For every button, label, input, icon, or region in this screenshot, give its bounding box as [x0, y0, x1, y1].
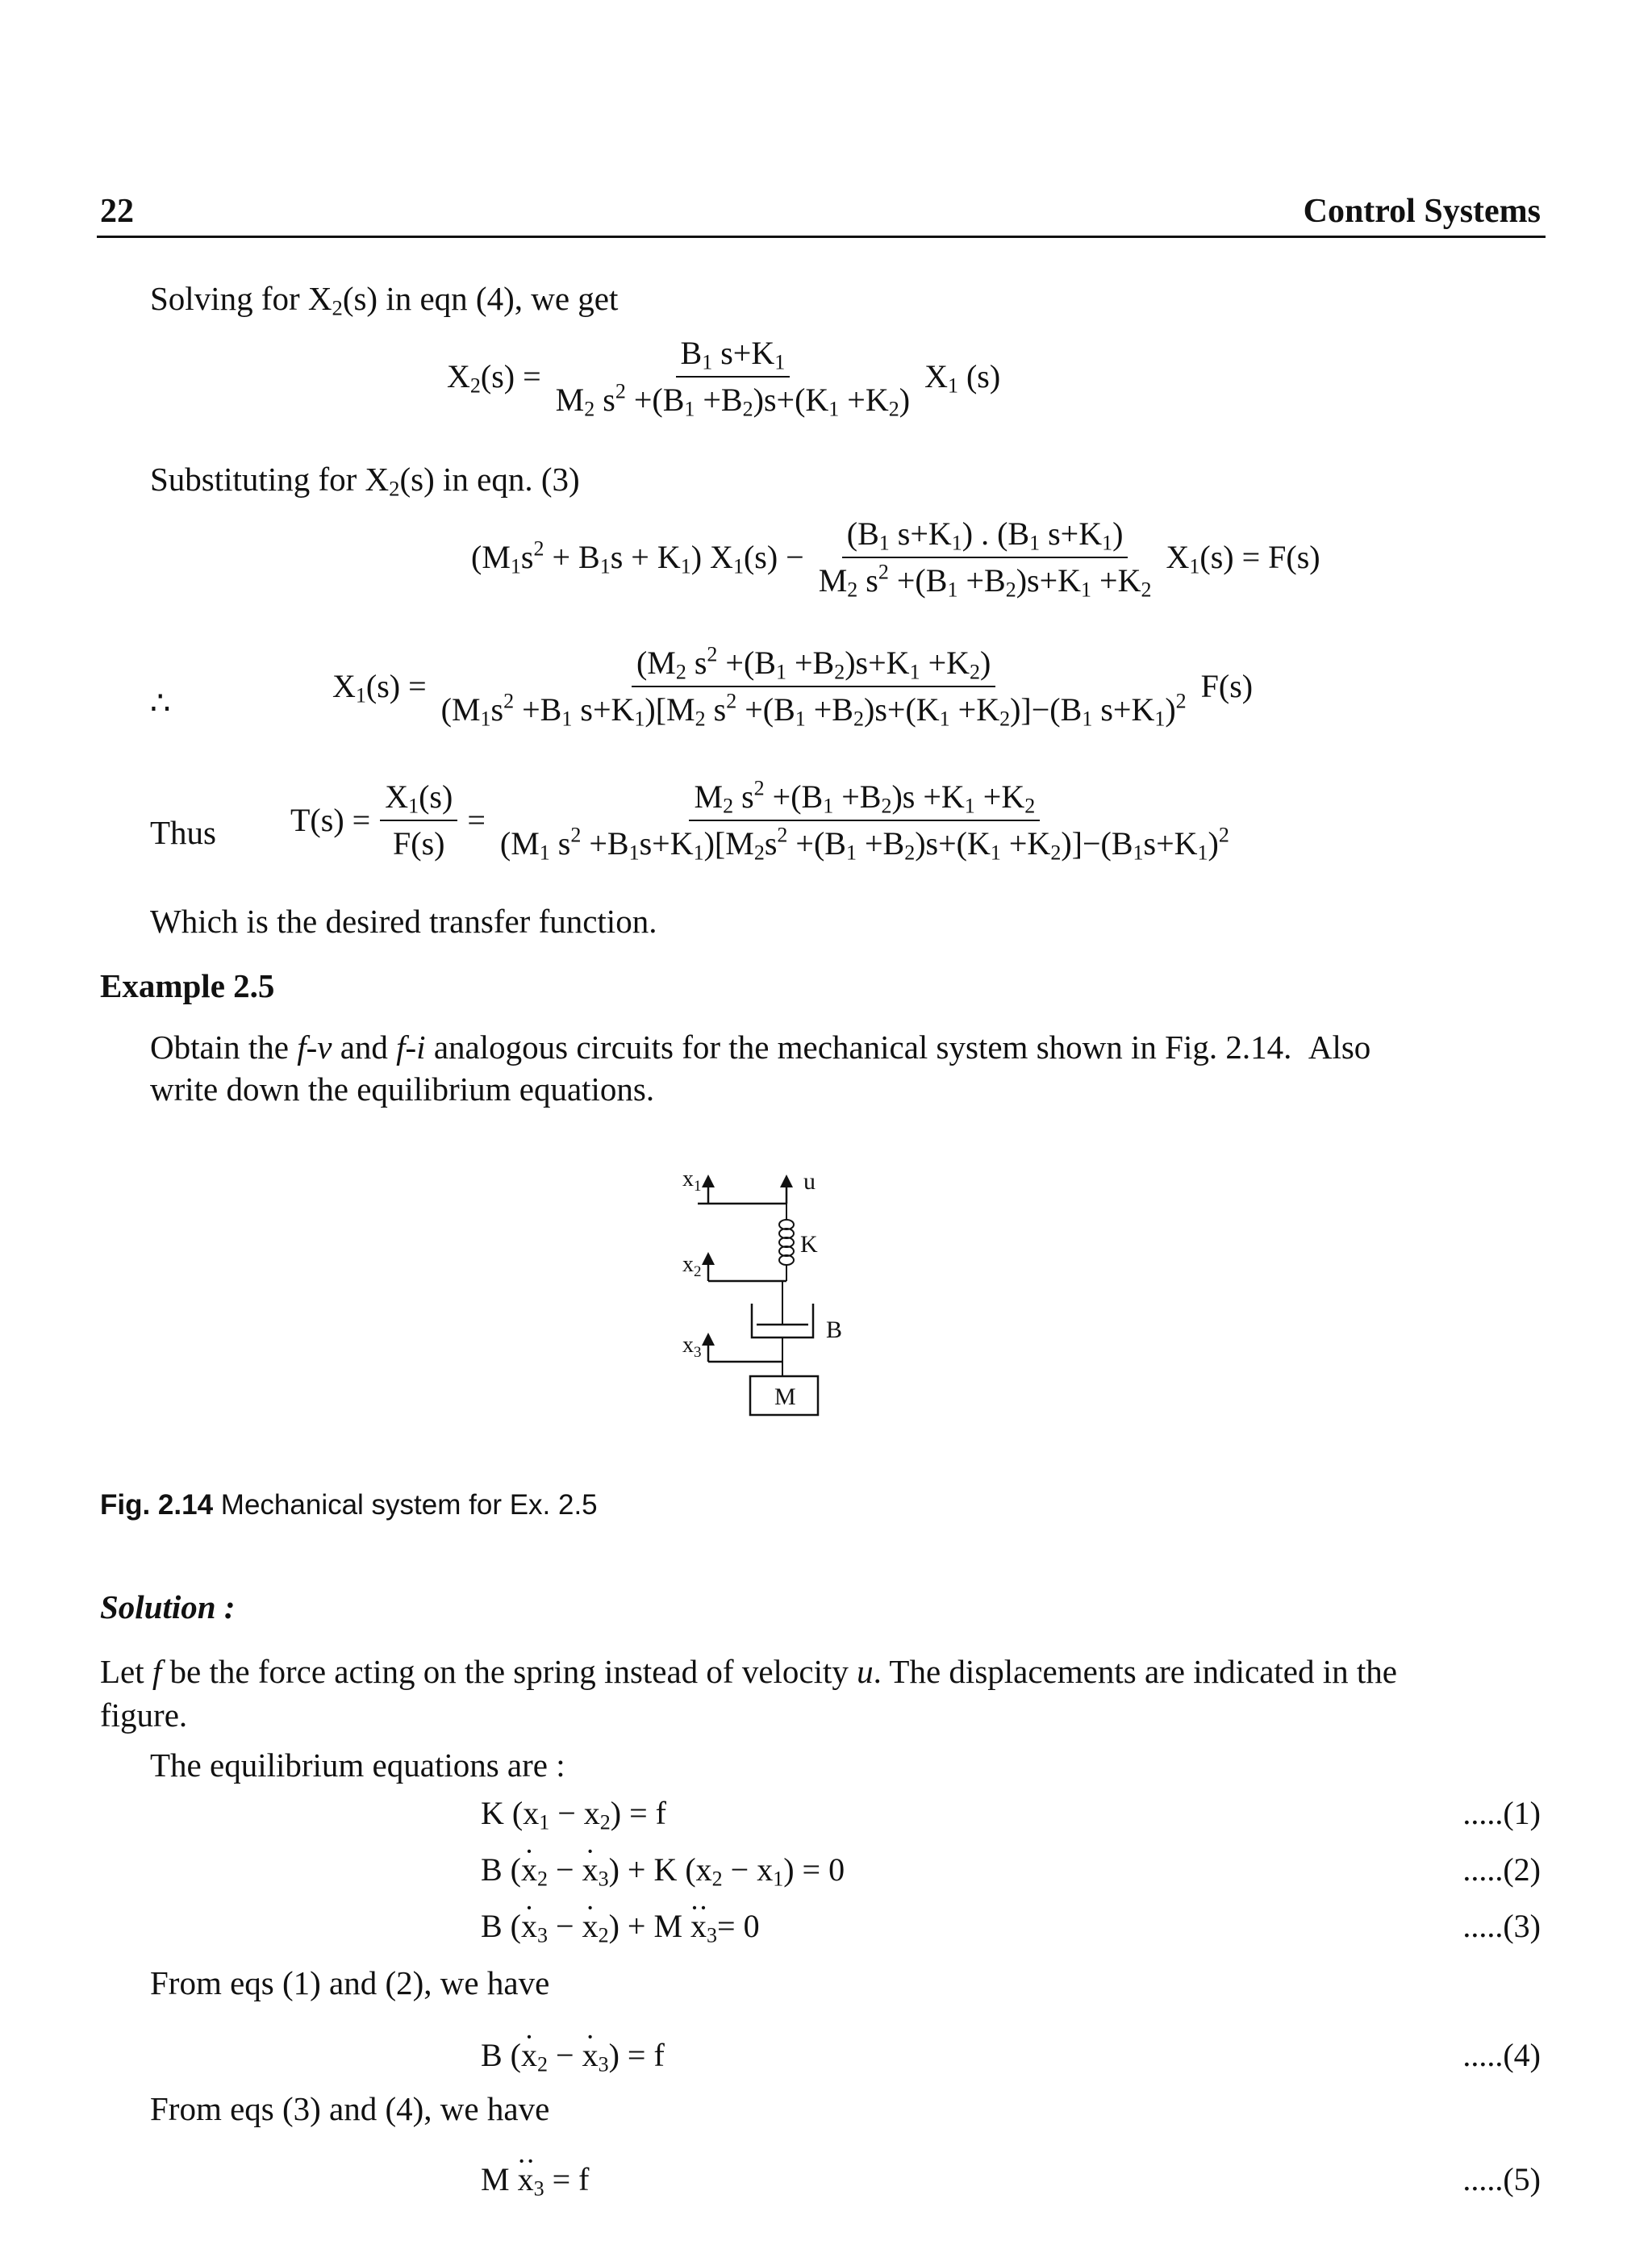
equation-x1: $X_1(s)$ = $\frac{(M_2 s^2 +(B_1 +B_2)s+K_1 +K_2)}{(M_1s^2 +B_1 s+K_1)[M_2 s^2 +(B_1 +B_2)s+(K_1 +K_2)]-(B_1 s+K_1)^2}$ F(s)	[332, 642, 1254, 731]
equation-1-number: .....(1)	[1462, 1795, 1541, 1831]
equation-2-number: .....(2)	[1462, 1851, 1541, 1888]
figure-caption-text: Mechanical system for Ex. 2.5	[220, 1489, 598, 1521]
thus-label: Thus	[150, 814, 216, 851]
label-x2: $x_2$	[682, 1252, 702, 1280]
equation-5-number: .....(5)	[1462, 2161, 1541, 2197]
example-text-2: write down the equilibrium equations.	[150, 1070, 655, 1108]
label-u: u	[803, 1168, 816, 1195]
mechanical-system-figure	[629, 1162, 903, 1476]
figure-caption-label: Fig. 2.14	[100, 1489, 214, 1521]
arrow-x3-icon	[702, 1333, 715, 1346]
solution-text: Let f be the force acting on the spring instead of velocity u. The displacements are indicated in the	[100, 1653, 1397, 1690]
equation-5: M $x \cdot\cdot_3 = f$	[481, 2162, 589, 2197]
page-number: 22	[100, 193, 134, 230]
equation-2: B $(x \cdot_2 - x \cdot_3) + K$ $(x_2 - x_1) = 0$	[481, 1852, 845, 1888]
from-eqs-3-4: From eqs (3) and (4), we have	[150, 2090, 550, 2127]
equation-3: B $(x \cdot_3 - x \cdot_2) + M$ $x \cdot\cdot_3= 0$	[481, 1909, 760, 1944]
solution-text-2: figure.	[100, 1696, 188, 1734]
label-x3: $x_3$	[682, 1333, 702, 1361]
spring-icon	[779, 1220, 794, 1265]
from-eqs-1-2: From eqs (1) and (2), we have	[150, 1964, 550, 2001]
equation-substituted: $(M_1s^2 + B_1s + K_1) X_1(s)$ − $\frac{(B_1 s+K_1) . (B_1 s+K_1)}{M_2 s^2 +(B_1 +B_2)s+K_1 +K_2}$ $X_1(s) = F(s)$	[471, 515, 1320, 602]
label-B: B	[826, 1317, 843, 1343]
label-M: M	[774, 1383, 796, 1410]
example-heading: Example 2.5	[100, 967, 275, 1004]
equation-4-number: .....(4)	[1462, 2037, 1541, 2073]
therefore-symbol: ∴	[150, 685, 171, 721]
label-x1: $x_1$	[682, 1166, 702, 1195]
desired-tf-line: Which is the desired transfer function.	[150, 903, 657, 940]
solution-heading: Solution :	[100, 1588, 236, 1625]
header-rule	[97, 236, 1546, 238]
equation-transfer-function: T(s) = $\frac{X_1(s)}{F(s)}$ = $\frac{M_2 s^2 +(B_1 +B_2)s +K_1 +K_2}{(M_1 s^2 +B_1s+K_1)[M_2s^2 +(B_1 +B_2)s+(K_1 +K_2)]-(B_1s+K_1)^2}$	[290, 776, 1229, 865]
running-title: Control Systems	[1303, 193, 1541, 230]
equilibrium-intro: The equilibrium equations are :	[150, 1746, 565, 1784]
example-text: Obtain the f-v and f-i analogous circuits for the mechanical system shown in Fig. 2.14. Also	[150, 1029, 1371, 1066]
equation-3-number: .....(3)	[1462, 1908, 1541, 1944]
arrow-x1-icon	[702, 1175, 715, 1187]
equation-x2: $X_2(s)$ = $\frac{B_1 s+K_1}{M_2 s^2 +(B_1 +B_2)s+(K_1 +K_2)}$ $X_1$ (s)	[447, 335, 1001, 421]
figure-caption	[100, 1489, 598, 1521]
solving-line: Solving for $X_2(s)$ in eqn (4), we get	[150, 280, 619, 320]
equation-1: K $(x_1 - x_2) = f$	[481, 1795, 666, 1834]
arrow-u-icon	[780, 1175, 793, 1187]
equation-4: B $(x \cdot_2 - x \cdot_3) = f$	[481, 2038, 665, 2073]
substituting-line: Substituting for $X_2(s)$ in eqn. (3)	[150, 461, 580, 501]
arrow-x2-icon	[702, 1252, 715, 1265]
label-K: K	[800, 1231, 818, 1258]
